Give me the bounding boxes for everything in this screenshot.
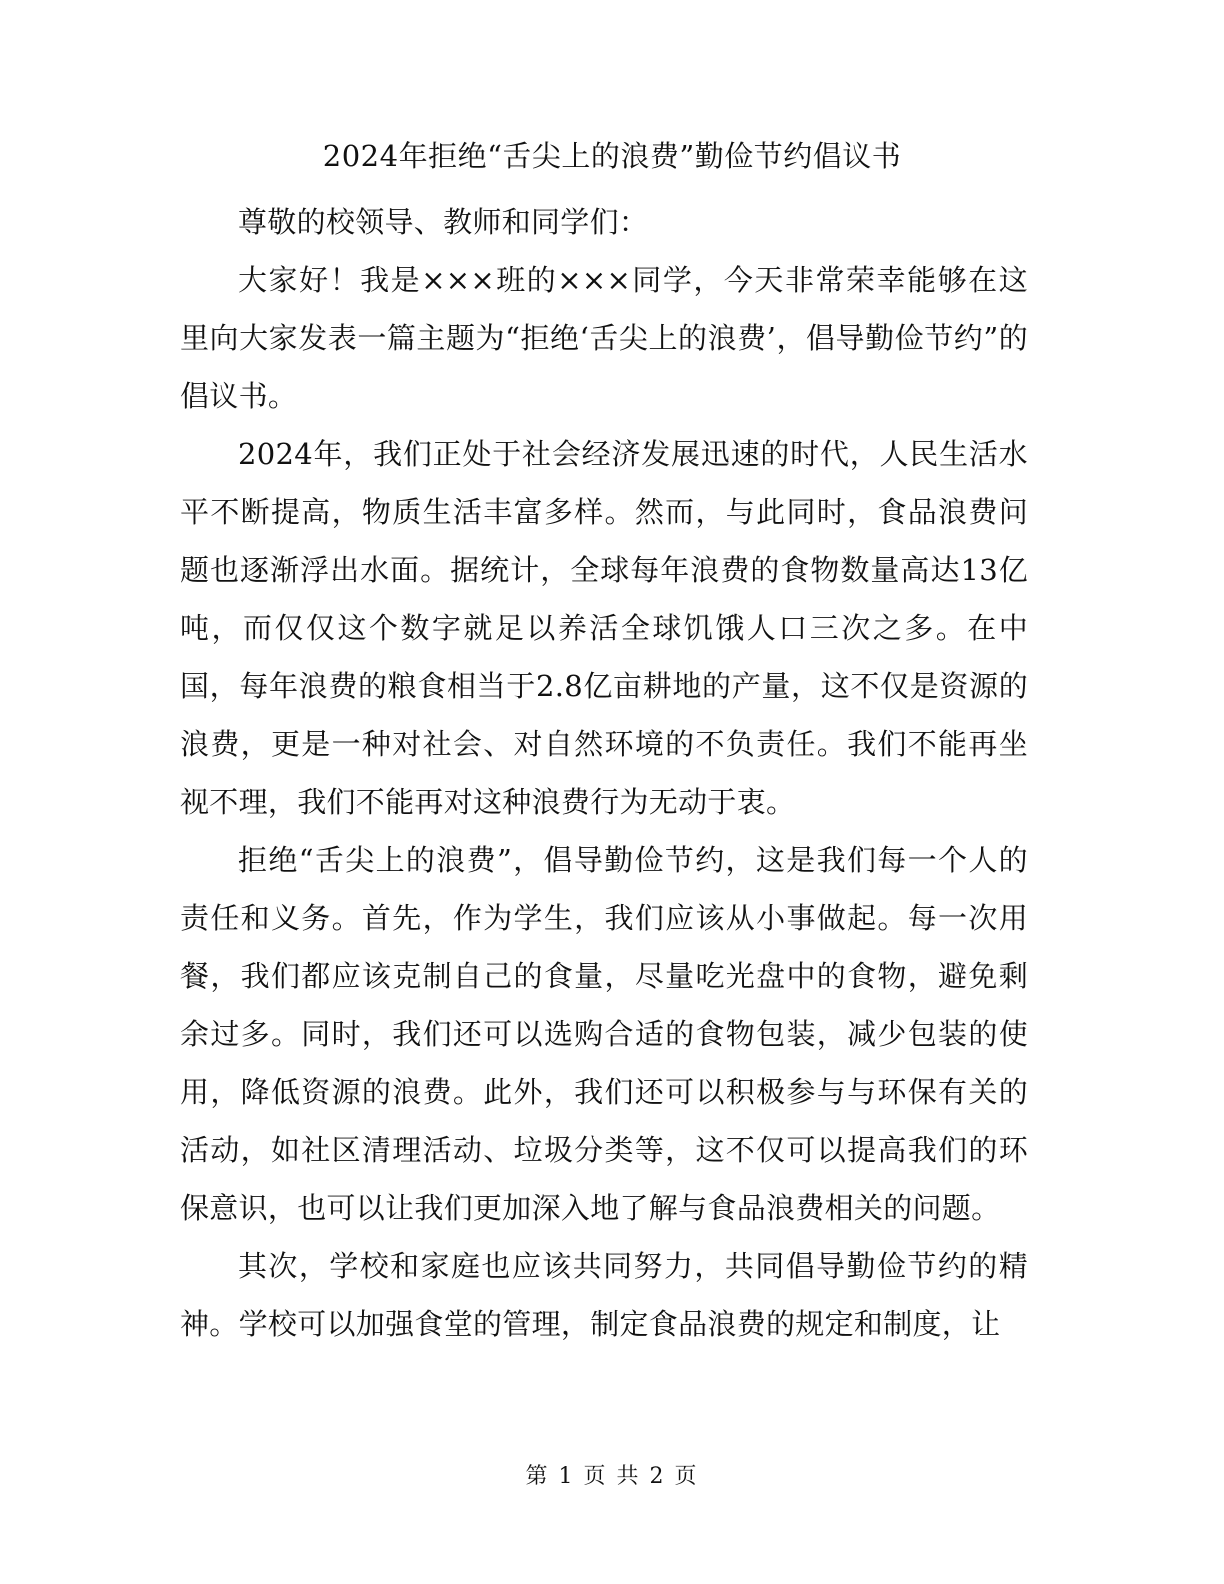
salutation-paragraph: 尊敬的校领导、教师和同学们： [238, 205, 649, 239]
background-paragraph: 2024年，我们正处于社会经济发展迅速的时代，人民生活水平不断提高，物质生活丰富多样。然而，与此同时，食品浪费问题也逐渐浮出水面。据统计，全球每年浪费的食物数量高达13亿吨，而仅仅这个数字就足以养活全球饥饿人口三次之多。在中国，每年浪费的粮食相当于2.8亿亩耕地的产量，这不仅是资源的浪费，更是一种对社会、对自然环境的不负责任。我们不能再坐视不理，我们不能再对这种浪费行为无动于衷。 [180, 437, 1028, 819]
document-body [180, 193, 1028, 1353]
school-family-paragraph: 其次，学校和家庭也应该共同努力，共同倡导勤俭节约的精神。学校可以加强食堂的管理，制定食品浪费的规定和制度，让 [180, 1249, 1028, 1341]
document-title: 2024年拒绝“舌尖上的浪费”勤俭节约倡议书 [322, 139, 902, 173]
responsibility-paragraph: 拒绝“舌尖上的浪费”，倡导勤俭节约，这是我们每一个人的责任和义务。首先，作为学生，我们应该从小事做起。每一次用餐，我们都应该克制自己的食量，尽量吃光盘中的食物，避免剩余过多。同时，我们还可以选购合适的食物包装，减少包装的使用，降低资源的浪费。此外，我们还可以积极参与与环保有关的活动，如社区清理活动、垃圾分类等，这不仅可以提高我们的环保意识，也可以让我们更加深入地了解与食品浪费相关的问题。 [180, 843, 1028, 1225]
page-footer: 第 1 页 共 2 页 [525, 1464, 699, 1489]
intro-paragraph: 大家好！我是×××班的×××同学，今天非常荣幸能够在这里向大家发表一篇主题为“拒绝‘舌尖上的浪费’，倡导勤俭节约”的倡议书。 [180, 263, 1028, 413]
